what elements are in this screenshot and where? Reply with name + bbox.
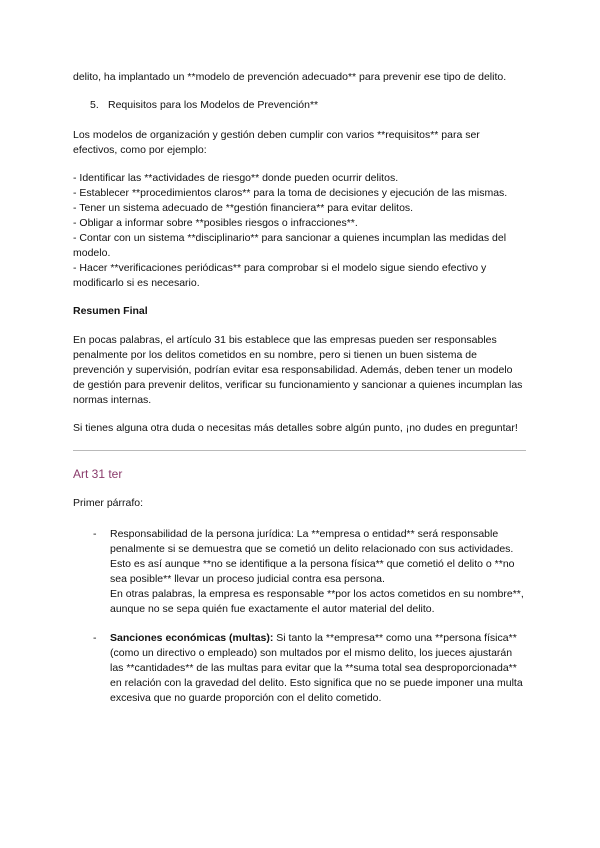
dash-item-text: Responsabilidad de la persona jurídica: La **empresa o entidad** será responsable penalmente si se demuestra que se cometió un delito relacionado con sus actividades. Esto es así aunque **no se identifique a la persona física** que cometió el delito o **no sea posible** llevar un proceso judicial contra esa persona. xyxy=(110,528,515,585)
section-number: 5. xyxy=(90,99,99,111)
dash-item-body xyxy=(110,631,526,706)
requirement-item: - Identificar las **actividades de riesgo** donde pueden ocurrir delitos. xyxy=(73,172,399,184)
requirements-list xyxy=(73,171,526,291)
models-intro: Los modelos de organización y gestión deben cumplir con varios **requisitos** para ser efectivos, como por ejemplo: xyxy=(73,129,480,156)
requirement-item: - Establecer **procedimientos claros** para la toma de decisiones y ejecución de las mismas. xyxy=(73,187,508,199)
dash-list xyxy=(73,527,526,706)
dash-marker: - xyxy=(93,632,97,644)
top-paragraph: delito, ha implantado un **modelo de prevención adecuado** para prevenir ese tipo de delito. xyxy=(73,71,507,83)
dash-item-text-continued: En otras palabras, la empresa es responsable **por los actos cometidos en su nombre**, aunque no se sepa quién fue exactamente el autor material del delito. xyxy=(110,588,524,615)
requirement-item: - Tener un sistema adecuado de **gestión financiera** para evitar delitos. xyxy=(73,202,414,214)
closing-text: Si tienes alguna otra duda o necesitas más detalles sobre algún punto, ¡no dudes en preguntar! xyxy=(73,422,518,434)
summary-heading: Resumen Final xyxy=(73,305,148,317)
article-title: Art 31 ter xyxy=(73,467,123,481)
dash-item-legal-person xyxy=(73,527,526,617)
requirement-item: - Contar con un sistema **disciplinario** para sancionar a quienes incumplan las medidas del modelo. xyxy=(73,232,507,259)
summary-text: En pocas palabras, el artículo 31 bis establece que las empresas pueden ser responsables penalmente por los delitos cometidos en su nombre, pero si tienen un buen sistema de prevención y supervisión, podrían evitar esa responsabilidad. Además, deben tener un modelo de gestión para prevenir delitos, verificar su funcionamiento y sancionar a quienes incumplan las normas internas. xyxy=(73,334,523,406)
dash-item-fines xyxy=(73,631,526,706)
section-divider xyxy=(73,450,526,451)
section-5-heading xyxy=(73,98,526,113)
requirement-item: - Obligar a informar sobre **posibles riesgos o infracciones**. xyxy=(73,217,358,229)
dash-item-bold-label: Sanciones económicas (multas): xyxy=(110,632,274,644)
dash-marker: - xyxy=(93,528,97,540)
section-title: Requisitos para los Modelos de Prevención** xyxy=(108,99,319,111)
requirement-item: - Hacer **verificaciones periódicas** para comprobar si el modelo sigue siendo efectivo y modificarlo si es necesario. xyxy=(73,262,487,289)
first-paragraph-label: Primer párrafo: xyxy=(73,497,144,509)
dash-item-text: Si tanto la **empresa** como una **persona física** (como un directivo o empleado) son multados por el mismo delito, los jueces ajustarán las **cantidades** de las multas para evitar que la **suma total sea desproporcionada** en relación con la gravedad del delito. Esto significa que no se puede imponer una multa excesiva que no guarde proporción con el delito cometido. xyxy=(110,632,523,704)
